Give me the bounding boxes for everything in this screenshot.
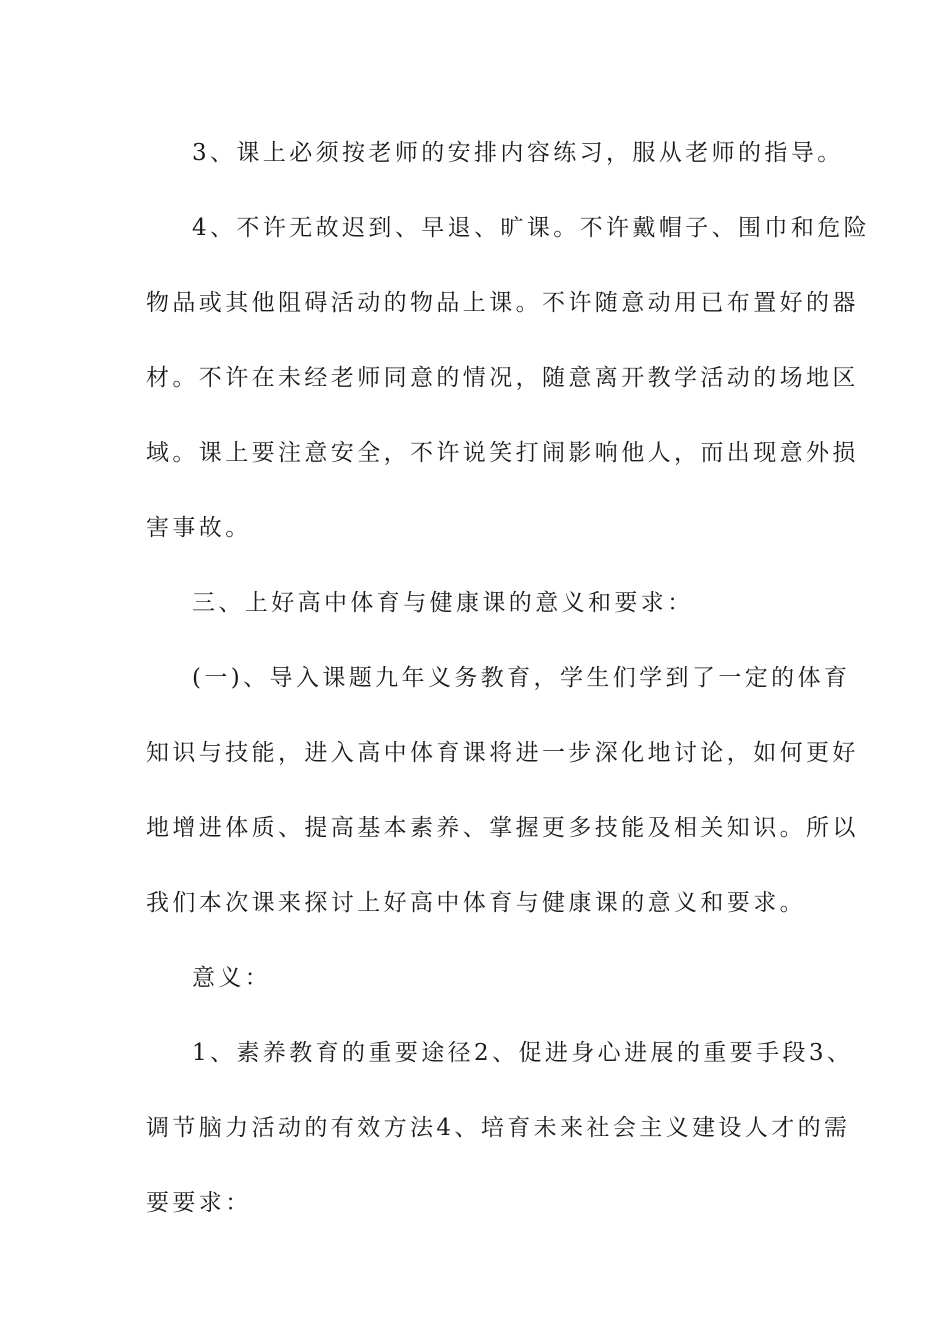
paragraph-line: 域。课上要注意安全，不许说笑打闹影响他人，而出现意外损 — [146, 440, 859, 466]
paragraph-line: 调节脑力活动的有效方法4、培育未来社会主义建设人才的需 — [146, 1115, 851, 1141]
paragraph-line: 地增进体质、提高基本素养、掌握更多技能及相关知识。所以 — [146, 815, 859, 841]
paragraph-line: 我们本次课来探讨上好高中体育与健康课的意义和要求。 — [146, 890, 806, 916]
paragraph-line: 材。不许在未经老师同意的情况，随意离开教学活动的场地区 — [146, 365, 859, 391]
paragraph-line: 害事故。 — [146, 515, 252, 541]
paragraph-line: 知识与技能，进入高中体育课将进一步深化地讨论，如何更好 — [146, 740, 859, 766]
paragraph-line: 要要求： — [146, 1190, 252, 1216]
paragraph-line: 物品或其他阻碍活动的物品上课。不许随意动用已布置好的器 — [146, 290, 859, 316]
paragraph-rule-3: 3、课上必须按老师的安排内容练习，服从老师的指导。 — [192, 140, 844, 166]
section-heading: 三、上好高中体育与健康课的意义和要求： — [192, 590, 694, 616]
paragraph-intro: (一)、导入课题九年义务教育，学生们学到了一定的体育 — [192, 665, 851, 691]
paragraph-rule-4: 4、不许无故迟到、早退、旷课。不许戴帽子、围巾和危险 — [192, 215, 871, 241]
paragraph-meaning-list: 1、素养教育的重要途径2、促进身心进展的重要手段3、 — [192, 1040, 854, 1066]
subheading-meaning: 意义： — [192, 965, 272, 991]
